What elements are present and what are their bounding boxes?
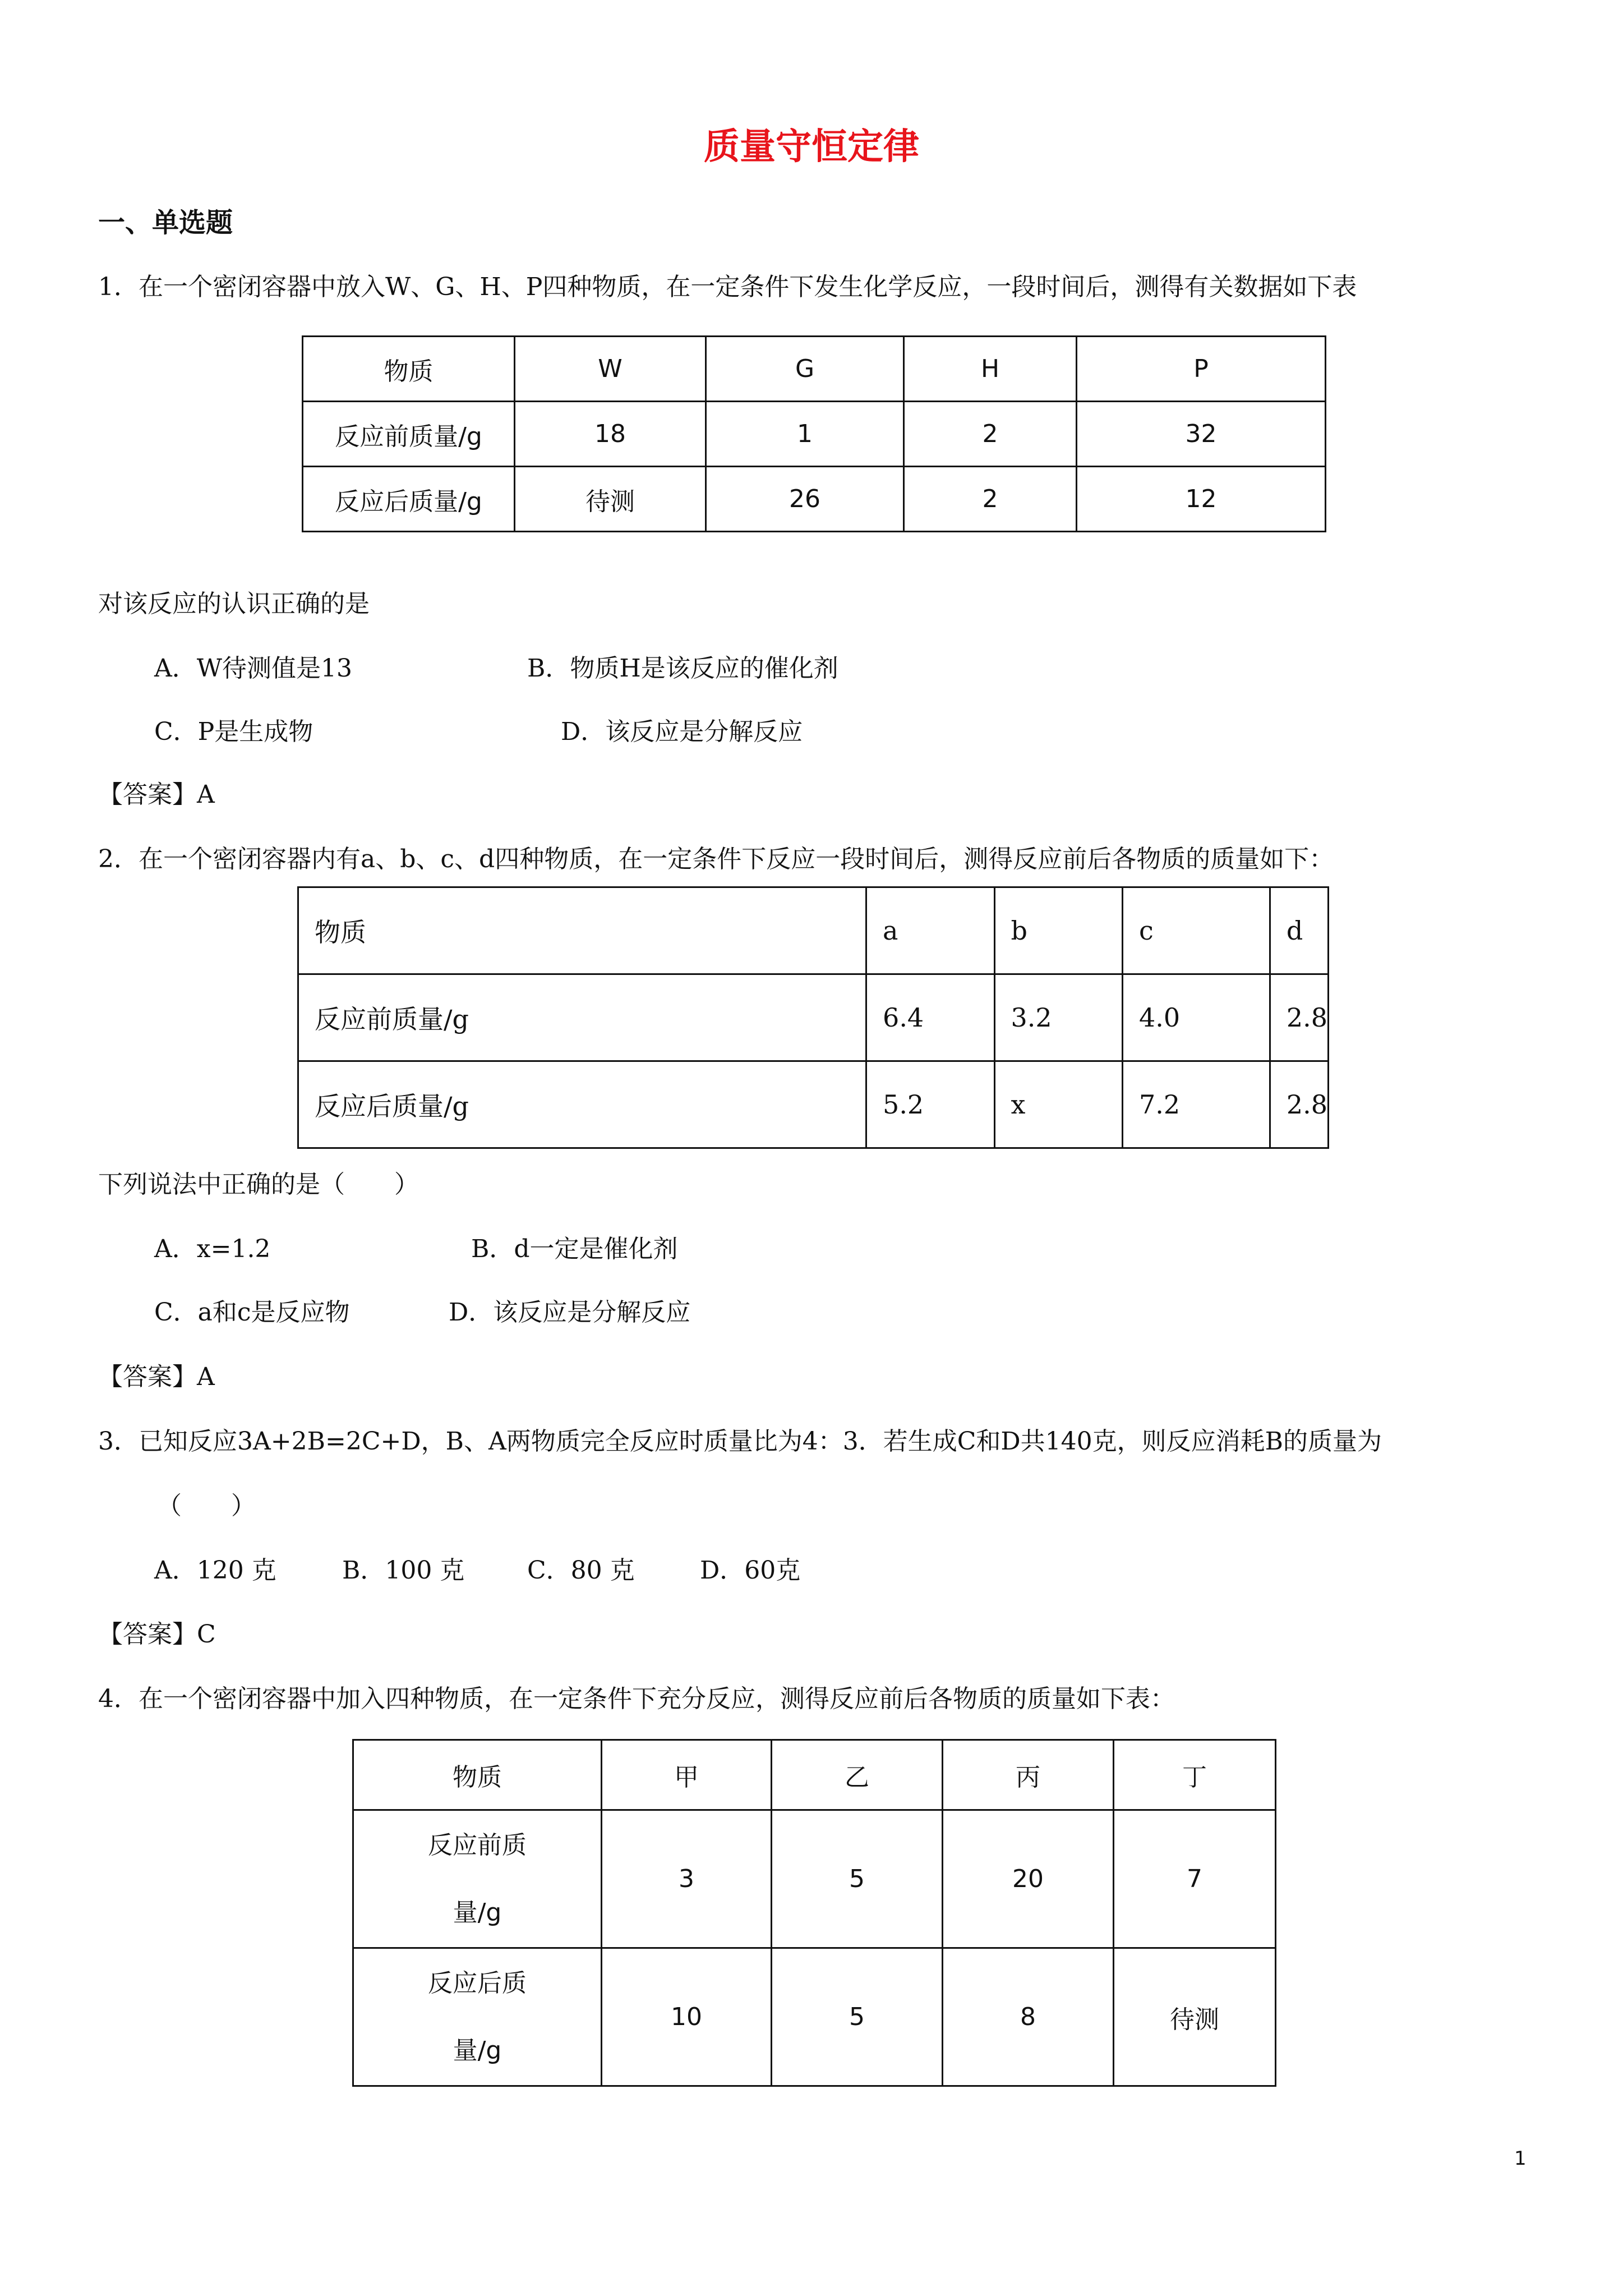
table-cell: 2.8 — [1270, 974, 1328, 1061]
question-1-text: 1．在一个密闭容器中放入W、G、H、P四种物质，在一定条件下发生化学反应，一段时间后，测得有关数据如下表 — [98, 273, 1357, 301]
table-cell: 反应后质量/g — [303, 467, 515, 532]
option-d: D．60克 — [700, 1556, 801, 1585]
table-header-cell: d — [1270, 887, 1328, 974]
option-c: C．P是生成物 — [154, 717, 313, 746]
question-2-prompt: 下列说法中正确的是（ ） — [98, 1170, 419, 1199]
table-cell: 反应前质量/g — [298, 974, 866, 1061]
table-cell: 1 — [706, 402, 904, 467]
table-cell: 20 — [943, 1810, 1114, 1948]
table-header-cell: 丁 — [1114, 1740, 1276, 1810]
table-cell: 待测 — [515, 467, 706, 532]
option-a: A．120 克 — [154, 1556, 276, 1585]
table-cell: 4.0 — [1123, 974, 1270, 1061]
question-2-table — [297, 886, 1329, 1149]
answer: 【答案】A — [98, 1363, 215, 1391]
table-header-cell: c — [1123, 887, 1270, 974]
question-1-table — [302, 335, 1326, 532]
table-cell: 反应后质量/g — [298, 1061, 866, 1148]
table-cell: 反应前质量/g — [303, 402, 515, 467]
table-cell: 32 — [1077, 402, 1326, 467]
table-header-cell: 甲 — [602, 1740, 772, 1810]
table-cell: 12 — [1077, 467, 1326, 532]
table-row — [303, 467, 1326, 532]
answer: 【答案】A — [98, 780, 215, 809]
table-cell: 26 — [706, 467, 904, 532]
table-cell: 6.4 — [866, 974, 994, 1061]
section-heading: 一、单选题 — [98, 207, 233, 238]
answer: 【答案】C — [98, 1620, 216, 1649]
table-cell: 5 — [772, 1948, 943, 2086]
table-cell — [353, 1948, 602, 2086]
option-c: C．a和c是反应物 — [154, 1298, 350, 1327]
table-cell: 18 — [515, 402, 706, 467]
question-4-text: 4．在一个密闭容器中加入四种物质，在一定条件下充分反应，测得反应前后各物质的质量如下表： — [98, 1685, 1175, 1713]
table-cell: 5.2 — [866, 1061, 994, 1148]
table-cell: 7.2 — [1123, 1061, 1270, 1148]
table-cell: 3 — [602, 1810, 772, 1948]
question-1-prompt: 对该反应的认识正确的是 — [98, 590, 370, 618]
table-header-cell: P — [1077, 337, 1326, 402]
question-4-table — [352, 1739, 1276, 2087]
table-row — [353, 1810, 1276, 1948]
table-row — [298, 974, 1329, 1061]
table-header-cell: 物质 — [303, 337, 515, 402]
table-row — [303, 402, 1326, 467]
option-b: B．物质H是该反应的催化剂 — [527, 654, 838, 683]
option-c: C．80 克 — [527, 1556, 635, 1585]
table-cell — [353, 1810, 602, 1948]
page-title: 质量守恒定律 — [704, 126, 919, 168]
page-number: 1 — [1514, 2147, 1527, 2170]
table-header-cell: 物质 — [298, 887, 866, 974]
table-header-cell: G — [706, 337, 904, 402]
option-a: A．W待测值是13 — [154, 654, 352, 683]
question-2-text: 2．在一个密闭容器内有a、b、c、d四种物质，在一定条件下反应一段时间后，测得反应前后各物质的质量如下： — [98, 845, 1334, 873]
table-row — [353, 1948, 1276, 2086]
question-3-text: 3．已知反应3A+2B=2C+D，B、A两物质完全反应时质量比为4：3．若生成C和D共140克，则反应消耗B的质量为 — [98, 1427, 1382, 1456]
table-cell: 3.2 — [994, 974, 1122, 1061]
table-cell: 2 — [904, 402, 1077, 467]
table-header-cell: b — [994, 887, 1122, 974]
table-header-cell: W — [515, 337, 706, 402]
table-cell: 2 — [904, 467, 1077, 532]
table-cell-text: 反应后质量/g — [428, 1968, 527, 2065]
table-cell: 8 — [943, 1948, 1114, 2086]
table-cell: x — [994, 1061, 1122, 1148]
table-header-cell: a — [866, 887, 994, 974]
table-cell: 10 — [602, 1948, 772, 2086]
table-header-cell: 物质 — [353, 1740, 602, 1810]
table-header-cell: 乙 — [772, 1740, 943, 1810]
option-b: B．d一定是催化剂 — [471, 1235, 678, 1263]
table-cell: 7 — [1114, 1810, 1276, 1948]
table-cell-text: 反应前质量/g — [428, 1830, 527, 1927]
table-row — [298, 1061, 1329, 1148]
option-a: A．x=1.2 — [154, 1235, 271, 1263]
table-cell: 2.8 — [1270, 1061, 1328, 1148]
option-d: D．该反应是分解反应 — [561, 717, 803, 746]
question-3-blank: （ ） — [157, 1492, 256, 1520]
option-b: B．100 克 — [342, 1556, 465, 1585]
table-header-cell: 丙 — [943, 1740, 1114, 1810]
table-header-cell: H — [904, 337, 1077, 402]
table-cell: 5 — [772, 1810, 943, 1948]
option-d: D．该反应是分解反应 — [449, 1298, 691, 1327]
table-cell: 待测 — [1114, 1948, 1276, 2086]
